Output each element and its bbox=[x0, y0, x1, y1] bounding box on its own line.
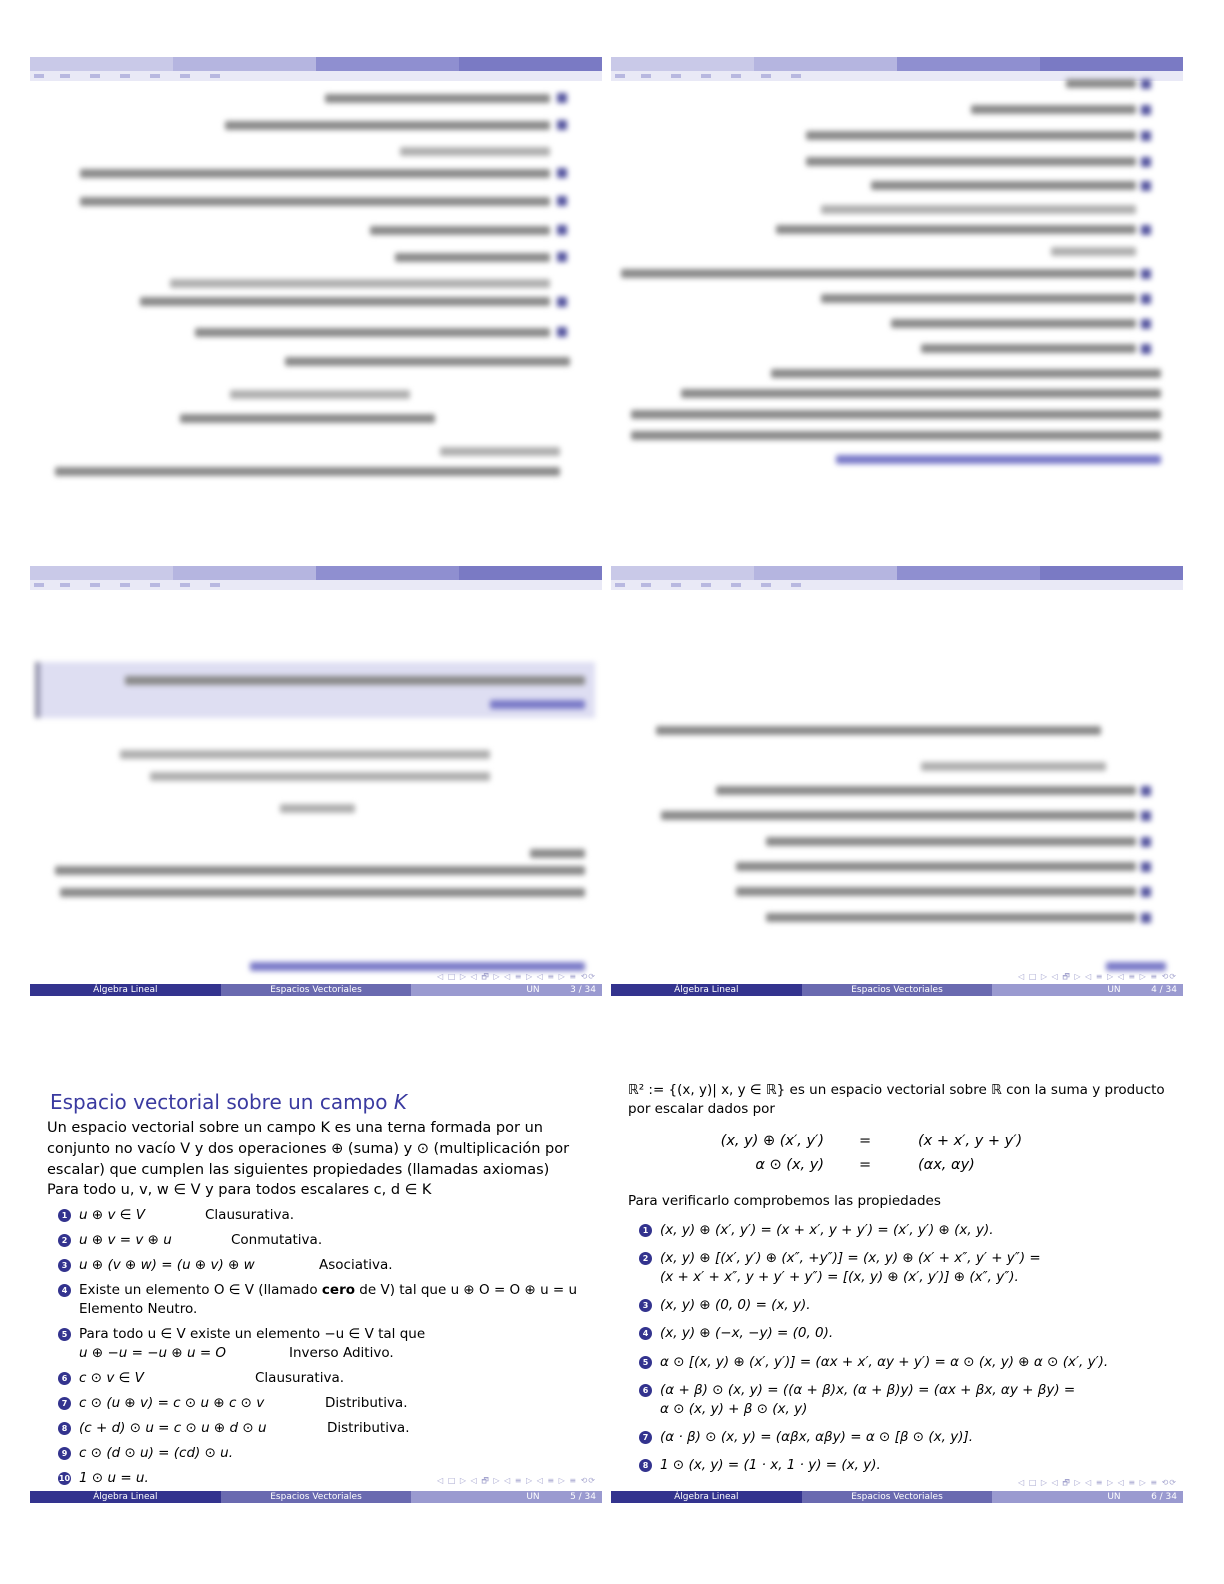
def-sum-lhs: (x, y) ⊕ (x′, y′) bbox=[720, 1133, 824, 1149]
beamer-nav-symbols[interactable]: ◁ □ ▷ ◁ 🗗 ▷ ◁ ≡ ▷ ◁ ≡ ▷ ≡ ⟲⟳ bbox=[1018, 1478, 1177, 1487]
footer-course: Álgebra Lineal bbox=[674, 1492, 739, 1502]
def-scalar-lhs: α ⊙ (x, y) bbox=[755, 1157, 824, 1173]
footer-org: UN bbox=[1107, 985, 1121, 995]
def-sum-rhs: (x + x′, y + y′) bbox=[918, 1133, 1023, 1149]
prop-2: 2 (x, y) ⊕ [(x′, y′) ⊕ (x″, +y″)] = (x, y) ⊕ (x′ + x″, y′ + y″) = (x + x′ + x″, y + y′ + y″) = [(x, y) ⊕ (x′, y′)] ⊕ (x″, y″). bbox=[639, 1249, 1041, 1287]
axiom-7: 7 c ⊙ (u ⊕ v) = c ⊙ u ⊕ c ⊙ v Distributiva. bbox=[58, 1394, 264, 1413]
footer-org: UN bbox=[1107, 1492, 1121, 1502]
axiom-3: 3 u ⊕ (v ⊕ w) = (u ⊕ v) ⊕ w Asociativa. bbox=[58, 1256, 255, 1275]
intro-line-2: por escalar dados por bbox=[628, 1101, 775, 1117]
footer-org: UN bbox=[526, 985, 540, 995]
intro-line-2: conjunto no vacío V y dos operaciones ⊕ (suma) y ⊙ (multiplicación por bbox=[47, 1141, 570, 1157]
blurred-content bbox=[30, 57, 602, 537]
prop-4: 4 (x, y) ⊕ (−x, −y) = (0, 0). bbox=[639, 1324, 833, 1343]
intro-line-3: escalar) que cumplen las siguientes propiedades (llamadas axiomas) bbox=[47, 1162, 550, 1178]
intro-line-1: ℝ² := {(x, y)| x, y ∈ ℝ} es un espacio vectorial sobre ℝ con la suma y producto bbox=[628, 1082, 1165, 1098]
footer-course: Álgebra Lineal bbox=[674, 985, 739, 995]
axiom-2: 2 u ⊕ v = v ⊕ u Conmutativa. bbox=[58, 1231, 172, 1250]
footer-page: 6 / 34 bbox=[1151, 1492, 1178, 1502]
slide-5 bbox=[30, 1070, 602, 1550]
footer-page: 4 / 34 bbox=[1151, 985, 1178, 995]
prop-8: 8 1 ⊙ (x, y) = (1 · x, 1 · y) = (x, y). bbox=[639, 1456, 881, 1475]
footer-topic: Espacios Vectoriales bbox=[270, 1492, 362, 1502]
beamer-nav-symbols[interactable]: ◁ □ ▷ ◁ 🗗 ▷ ◁ ≡ ▷ ◁ ≡ ▷ ≡ ⟲⟳ bbox=[437, 972, 596, 981]
prop-3: 3 (x, y) ⊕ (0, 0) = (x, y). bbox=[639, 1296, 811, 1315]
def-sum-eq: = bbox=[859, 1133, 872, 1149]
axiom-9: 9 c ⊙ (d ⊙ u) = (cd) ⊙ u. bbox=[58, 1444, 233, 1463]
axiom-1: 1 u ⊕ v ∈ V Clausurativa. bbox=[58, 1206, 145, 1225]
slide-2-thumbnail bbox=[611, 57, 1183, 537]
footer-page: 5 / 34 bbox=[570, 1492, 597, 1502]
axiom-10: 10 1 ⊙ u = u. bbox=[58, 1470, 149, 1486]
blurred-content bbox=[611, 57, 1183, 537]
slide-6 bbox=[611, 1070, 1183, 1550]
intro-line-1: Un espacio vectorial sobre un campo K es una terna formada por un bbox=[47, 1120, 543, 1136]
footer-bar bbox=[30, 984, 602, 996]
intro-line-4: Para todo u, v, w ∈ V y para todos escalares c, d ∈ K bbox=[47, 1182, 432, 1198]
prop-6: 6 (α + β) ⊙ (x, y) = ((α + β)x, (α + β)y) = (αx + βx, αy + βy) = α ⊙ (x, y) + β ⊙ (x, y) bbox=[639, 1381, 1075, 1419]
footer-course: Álgebra Lineal bbox=[93, 1492, 158, 1502]
footer-topic: Espacios Vectoriales bbox=[851, 985, 943, 995]
axiom-4: 4 Existe un elemento O ∈ V (llamado cero de V) tal que u ⊕ O = O ⊕ u = u Elemento Neutro. bbox=[58, 1281, 577, 1319]
beamer-nav-symbols[interactable]: ◁ □ ▷ ◁ 🗗 ▷ ◁ ≡ ▷ ◁ ≡ ▷ ≡ ⟲⟳ bbox=[437, 1476, 596, 1485]
prop-7: 7 (α · β) ⊙ (x, y) = (αβx, αβy) = α ⊙ [β ⊙ (x, y)]. bbox=[639, 1428, 973, 1447]
footer-org: UN bbox=[526, 1492, 540, 1502]
beamer-nav-symbols[interactable]: ◁ □ ▷ ◁ 🗗 ▷ ◁ ≡ ▷ ◁ ≡ ▷ ≡ ⟲⟳ bbox=[1018, 972, 1177, 981]
def-scalar-eq: = bbox=[859, 1157, 872, 1173]
footer-course: Álgebra Lineal bbox=[93, 985, 158, 995]
axiom-5: 5 Para todo u ∈ V existe un elemento −u ∈ V tal que u ⊕ −u = −u ⊕ u = O Inverso Aditivo. bbox=[58, 1325, 425, 1363]
prop-1: 1 (x, y) ⊕ (x′, y′) = (x + x′, y + y′) = (x′, y′) ⊕ (x, y). bbox=[639, 1221, 994, 1240]
def-scalar-rhs: (αx, αy) bbox=[918, 1157, 975, 1173]
slide-3-thumbnail bbox=[30, 566, 602, 1046]
footer-page: 3 / 34 bbox=[570, 985, 597, 995]
axiom-8: 8 (c + d) ⊙ u = c ⊙ u ⊕ d ⊙ u Distributiva. bbox=[58, 1419, 267, 1438]
prop-5: 5 α ⊙ [(x, y) ⊕ (x′, y′)] = (αx + x′, αy + y′) = α ⊙ (x, y) ⊕ α ⊙ (x′, y′). bbox=[639, 1353, 1108, 1372]
footer-topic: Espacios Vectoriales bbox=[851, 1492, 943, 1502]
footer-bar bbox=[30, 1491, 602, 1503]
footer-bar bbox=[611, 984, 1183, 996]
footer-bar bbox=[611, 1491, 1183, 1503]
axiom-6: 6 c ⊙ v ∈ V Clausurativa. bbox=[58, 1369, 144, 1388]
slide-title: Espacio vectorial sobre un campo K bbox=[50, 1090, 407, 1114]
slide-1-thumbnail bbox=[30, 57, 602, 537]
footer-topic: Espacios Vectoriales bbox=[270, 985, 362, 995]
verify-line: Para verificarlo comprobemos las propiedades bbox=[628, 1193, 941, 1209]
slide-4-thumbnail bbox=[611, 566, 1183, 1046]
